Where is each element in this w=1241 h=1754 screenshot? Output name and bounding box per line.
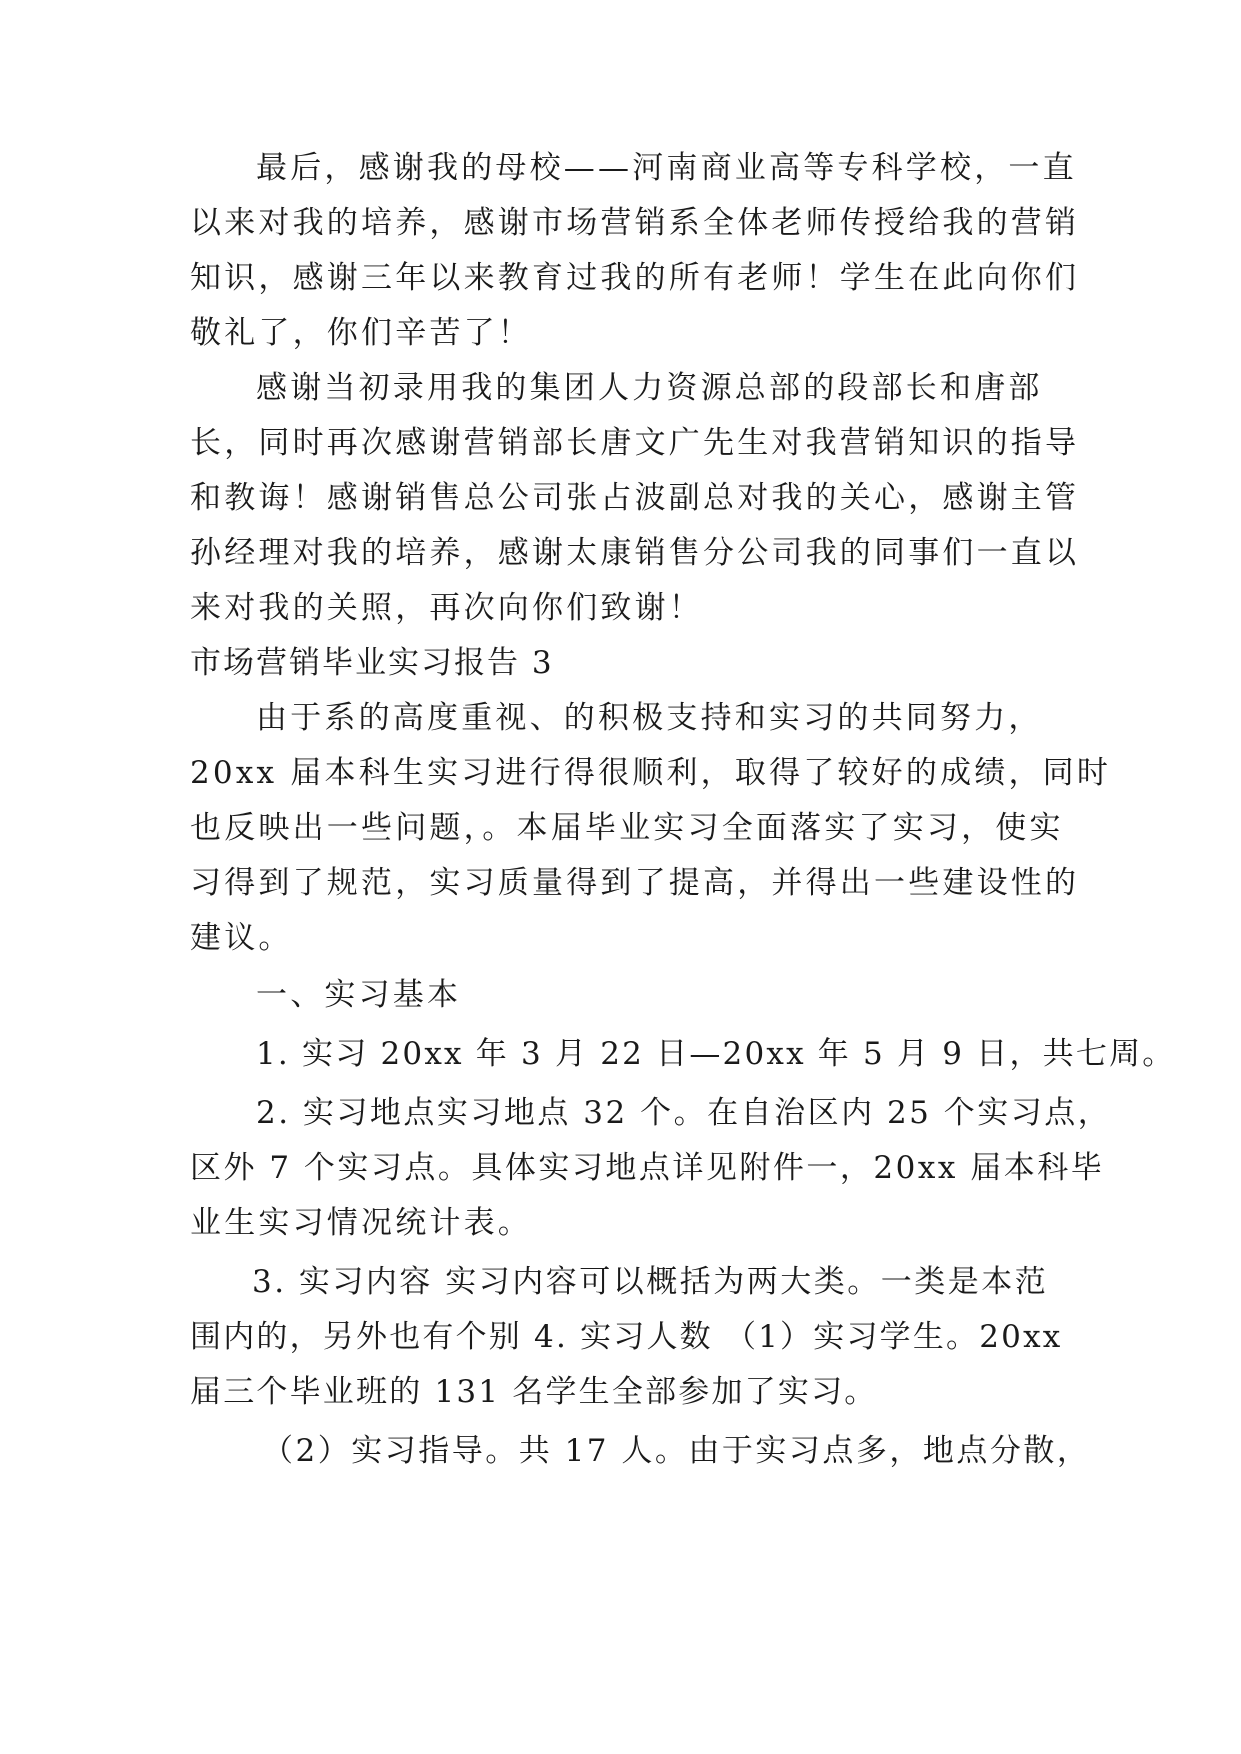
paragraph-line: 以来对我的培养，感谢市场营销系全体老师传授给我的营销 <box>190 205 1080 241</box>
paragraph-line: 敬礼了，你们辛苦了！ <box>190 315 532 351</box>
paragraph-line: 最后，感谢我的母校——河南商业高等专科学校，一直 <box>256 150 1077 186</box>
paragraph-line: 孙经理对我的培养，感谢太康销售分公司我的同事们一直以 <box>190 535 1080 571</box>
sub-heading: 一、实习基本 <box>256 977 462 1013</box>
paragraph-line: 感谢当初录用我的集团人力资源总部的段部长和唐部 <box>256 370 1043 406</box>
paragraph-line: 长，同时再次感谢营销部长唐文广先生对我营销知识的指导 <box>190 425 1080 461</box>
paragraph-line: 由于系的高度重视、的积极支持和实习的共同努力， <box>256 700 1043 736</box>
section-heading: 市场营销毕业实习报告 3 <box>190 645 554 681</box>
list-item: 业生实习情况统计表。 <box>190 1205 532 1241</box>
list-item: 围内的，另外也有个别 4. 实习人数 （1）实习学生。20xx <box>190 1319 1063 1355</box>
list-item: 区外 7 个实习点。具体实习地点详见附件一，20xx 届本科毕 <box>190 1150 1105 1186</box>
list-item: 2. 实习地点实习地点 32 个。在自治区内 25 个实习点， <box>256 1095 1112 1131</box>
paragraph-line: 和教诲！感谢销售总公司张占波副总对我的关心，感谢主管 <box>190 480 1080 516</box>
paragraph-line: 习得到了规范，实习质量得到了提高，并得出一些建设性的 <box>190 865 1080 901</box>
paragraph-line: 也反映出一些问题，。本届毕业实习全面落实了实习，使实 <box>190 810 1064 846</box>
list-item: 1. 实习 20xx 年 3 月 22 日—20xx 年 5 月 9 日，共七周。 <box>256 1036 1176 1072</box>
list-item: 届三个毕业班的 131 名学生全部参加了实习。 <box>190 1374 878 1410</box>
paragraph-line: 来对我的关照，再次向你们致谢！ <box>190 590 703 626</box>
paragraph-line: 知识，感谢三年以来教育过我的所有老师！学生在此向你们 <box>190 260 1080 296</box>
paragraph-line: 建议。 <box>190 920 293 956</box>
paragraph-line: 20xx 届本科生实习进行得很顺利，取得了较好的成绩，同时 <box>190 755 1112 791</box>
list-item: 3. 实习内容 实习内容可以概括为两大类。一类是本范 <box>252 1264 1049 1300</box>
list-item: （2）实习指导。共 17 人。由于实习点多，地点分散， <box>262 1433 1091 1469</box>
